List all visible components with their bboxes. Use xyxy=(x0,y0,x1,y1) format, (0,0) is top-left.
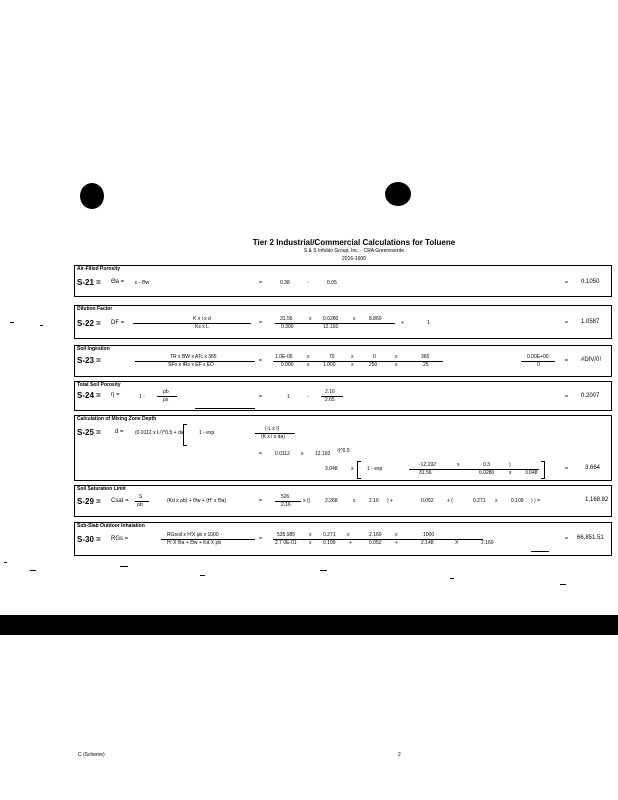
equals-sign: = xyxy=(565,320,568,326)
value: 526 xyxy=(281,494,290,500)
formula-numerator: RGsoil x H'X ρb x 1000 xyxy=(167,532,219,538)
section-soil-ingestion xyxy=(74,345,612,377)
result-value: 3.664 xyxy=(585,465,601,471)
formula-denominator: (K x i x da) xyxy=(261,434,285,440)
value: 31.56 xyxy=(419,470,432,476)
equation-lhs: d = xyxy=(115,429,124,435)
equals-sign: = xyxy=(259,394,262,400)
result-value: 66,851.51 xyxy=(577,535,604,541)
value: 3.048 xyxy=(325,466,338,472)
value: 2.160 xyxy=(481,540,494,546)
operator: ) xyxy=(509,462,511,468)
equation-lhs: Θa = xyxy=(111,279,125,285)
equals-sign: = xyxy=(565,358,568,364)
value: 0.000 xyxy=(281,362,294,368)
equation-lhs: RGs = xyxy=(111,536,129,542)
value: 0.109 xyxy=(323,540,336,546)
bracket xyxy=(357,461,361,479)
underline xyxy=(531,551,549,552)
equation-id: S-29 = xyxy=(77,497,101,506)
operator: x xyxy=(395,532,398,538)
formula-denominator: Ks x L xyxy=(195,324,209,330)
operator: x xyxy=(395,362,398,368)
operator: + xyxy=(349,540,352,546)
equation-id: S-24 = xyxy=(77,391,101,400)
value: 0.3 xyxy=(483,462,490,468)
equation-formula: ε - Θw xyxy=(135,280,150,286)
formula-denominator: H' X Θa + Θw + Kd X ρb xyxy=(167,540,222,546)
operator: x (( xyxy=(303,498,311,504)
operator: X xyxy=(455,540,459,546)
operator: + ( xyxy=(447,498,453,504)
value: 0.271 xyxy=(323,532,336,538)
operator: x xyxy=(347,532,350,538)
section-air-filled-porosity xyxy=(74,265,612,297)
value: 31.56 xyxy=(280,316,293,322)
operator: x xyxy=(307,362,310,368)
side-denominator: 0 xyxy=(537,362,540,368)
operator: x xyxy=(353,498,356,504)
operator: ) ) = xyxy=(531,498,541,504)
value: 0.052 xyxy=(421,498,434,504)
operator: x xyxy=(395,354,398,360)
page-number: 2 xyxy=(398,752,401,758)
document-company: S & S Infobio Group, Inc. - CRA Greensverde xyxy=(303,248,405,254)
section-soil-saturation-limit xyxy=(74,485,612,517)
punch-hole-left xyxy=(80,183,104,209)
fraction-denominator: 2.65 xyxy=(325,397,335,403)
operator: x xyxy=(457,462,460,468)
result-value: 0.1050 xyxy=(581,279,600,285)
formula-numerator: K x i x d xyxy=(193,316,211,322)
formula-numerator: S xyxy=(139,494,143,500)
value: 25 xyxy=(423,362,429,368)
fraction-bar xyxy=(133,323,251,324)
value: 0.05 xyxy=(327,280,337,286)
value: 0.052 xyxy=(369,540,382,546)
formula-numerator: TR x BW x ATc x 365 xyxy=(170,354,217,360)
value: 70 xyxy=(329,354,335,360)
footer-left: C (Scheme) xyxy=(78,752,105,758)
value: 2.268 xyxy=(325,498,338,504)
value: 0.300 xyxy=(281,324,294,330)
equation-lhs: η = xyxy=(111,392,120,398)
equals-sign: = xyxy=(259,280,262,286)
equation-lhs: DF = xyxy=(111,320,125,326)
scan-artifact xyxy=(30,570,36,571)
equals-sign: = xyxy=(565,466,568,472)
formula-denominator: ρs xyxy=(163,397,169,403)
value: 2.7 0E-01 xyxy=(275,540,297,546)
operator: x xyxy=(495,498,498,504)
value: 365 xyxy=(421,354,430,360)
operator: x xyxy=(309,316,312,322)
formula-exp: 1 - exp xyxy=(367,466,383,472)
equals-sign: = xyxy=(565,536,568,542)
value: ²)^0.5 xyxy=(337,448,350,454)
value: 535.985 xyxy=(277,532,296,538)
value: 1.0E-05 xyxy=(275,354,293,360)
operator: - xyxy=(307,394,309,400)
value: 1 xyxy=(287,394,290,400)
operator: x xyxy=(301,451,304,457)
value: 2.16 xyxy=(369,498,379,504)
formula-numerator: ρb xyxy=(163,389,169,395)
section-total-soil-porosity xyxy=(74,381,612,411)
equals-sign: = xyxy=(565,394,568,400)
section-title: Sub-Slab Outdoor Inhalation xyxy=(77,523,145,529)
equation-id: S-21 = xyxy=(77,278,101,287)
value: 12.192 xyxy=(323,324,339,330)
operator: x xyxy=(351,362,354,368)
document-code: 2016-1600 xyxy=(342,256,366,262)
equals-sign: = xyxy=(259,320,262,326)
scan-band xyxy=(0,615,618,635)
section-title: Soil Ingestion xyxy=(77,346,110,352)
section-title: Calculation of Mixing Zone Depth xyxy=(77,416,157,422)
equation-id: S-30 = xyxy=(77,535,101,544)
section-title: Total Soil Porosity xyxy=(77,382,121,388)
value: 1 xyxy=(427,320,430,326)
value: 0.0280 xyxy=(323,316,339,322)
section-mixing-zone-depth xyxy=(74,415,612,481)
scan-artifact xyxy=(120,566,128,567)
formula-denominator: SFo x IRs x EF x ED xyxy=(168,362,214,368)
value: 250 xyxy=(369,362,378,368)
equals-sign: = xyxy=(259,536,262,542)
equals-sign: = xyxy=(259,498,262,504)
underline xyxy=(485,296,557,297)
value: 2.148 xyxy=(421,540,434,546)
value: 2.16 xyxy=(281,502,291,508)
scan-artifact xyxy=(10,322,14,323)
operator: x xyxy=(509,470,512,476)
operator: - xyxy=(307,280,309,286)
operator: ) + xyxy=(387,498,393,504)
value: 0.271 xyxy=(473,498,486,504)
operator: x xyxy=(309,532,312,538)
result-value: 1,168.82 xyxy=(585,497,609,503)
equation-lhs: Csat = xyxy=(111,498,129,504)
value: 2.160 xyxy=(369,532,382,538)
formula-part: (0.0112 x L²)^0.5 + da xyxy=(135,430,184,436)
section-title: Soil Saturation Limit xyxy=(77,486,126,492)
result-value: 0.2007 xyxy=(581,393,600,399)
result-value: #DIV/0! xyxy=(581,357,602,363)
value: 3.048 xyxy=(525,470,538,476)
value: 0.0112 xyxy=(275,451,290,457)
equation-id: S-22 = xyxy=(77,319,101,328)
equals-sign: = xyxy=(259,358,262,364)
operator: + xyxy=(395,540,398,546)
formula-rest: (Kd x ρb) + Θw + (H' x Θa) xyxy=(167,498,227,504)
equation-id: S-25 = xyxy=(77,428,101,437)
scan-artifact xyxy=(320,570,327,571)
value: 12.192 xyxy=(315,451,331,457)
scan-artifact xyxy=(560,584,566,585)
equation-id: S-23 = xyxy=(77,356,101,365)
value: 1000 xyxy=(423,532,435,538)
fraction-bar xyxy=(273,361,443,362)
scan-artifact xyxy=(4,562,7,563)
value: -12.192 xyxy=(419,462,436,468)
equals-sign: = xyxy=(259,451,262,457)
formula-denominator: ρb xyxy=(137,502,143,508)
operator: x xyxy=(351,354,354,360)
scan-artifact xyxy=(200,575,205,576)
punch-hole-right xyxy=(385,182,411,206)
operator: x xyxy=(309,540,312,546)
value: 0.109 xyxy=(511,498,524,504)
document-title: Tier 2 Industrial/Commercial Calculations for Toluene xyxy=(252,238,456,247)
section-sub-slab-outdoor-inhalation xyxy=(74,522,612,556)
section-title: Air-Filled Porosity xyxy=(77,266,121,272)
section-title: Dilution Factor xyxy=(77,306,113,312)
formula-exp: 1 - exp xyxy=(199,430,215,436)
scan-artifact xyxy=(450,578,454,579)
value: 1.000 xyxy=(323,362,336,368)
operator: x xyxy=(351,466,354,472)
section-dilution-factor xyxy=(74,305,612,339)
underline xyxy=(195,408,255,409)
result-value: 1.0587 xyxy=(581,319,600,325)
value: 8.860 xyxy=(369,316,382,322)
operator: x xyxy=(307,354,310,360)
fraction-numerator: 2.16 xyxy=(325,389,335,395)
scan-artifact xyxy=(40,325,43,326)
value: 0.0280 xyxy=(479,470,495,476)
operator: + xyxy=(401,320,404,326)
value: 0 xyxy=(373,354,376,360)
formula-numerator: (-L x I) xyxy=(265,426,280,432)
operator: x xyxy=(353,316,356,322)
value: 0.38 xyxy=(280,280,290,286)
bracket xyxy=(183,424,187,446)
formula-lead: 1 - xyxy=(139,394,145,400)
side-numerator: 0.00E+00 xyxy=(527,354,549,360)
bracket xyxy=(541,461,545,479)
equals-sign: = xyxy=(565,280,568,286)
